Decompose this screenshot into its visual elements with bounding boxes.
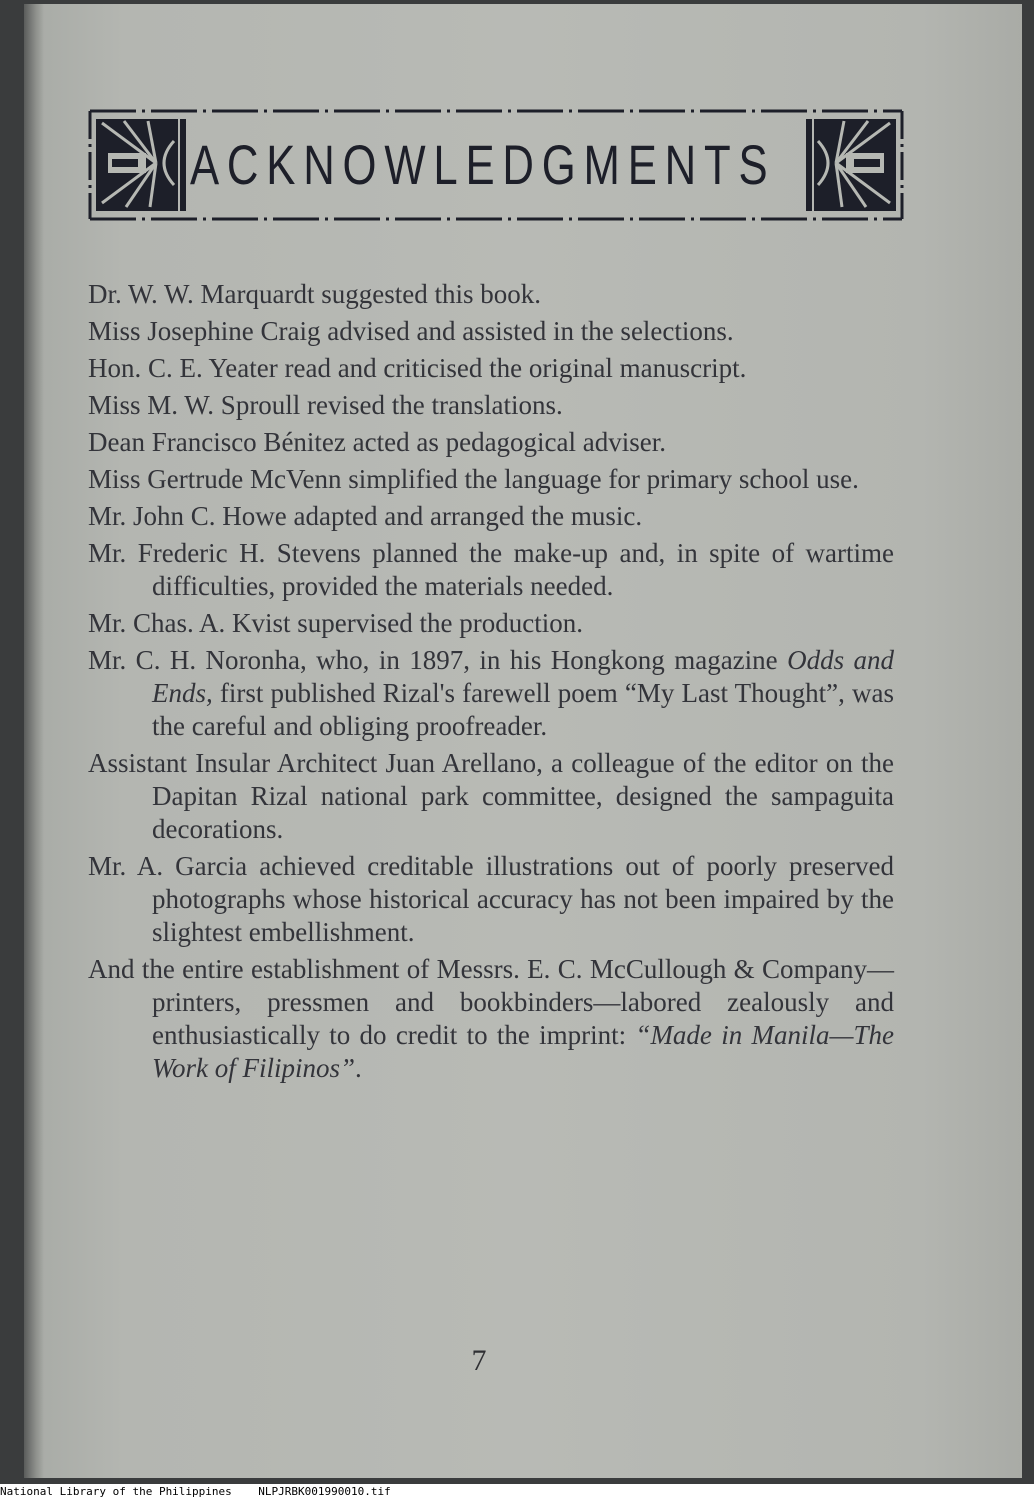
italic-title: Odds and Ends, bbox=[152, 645, 895, 708]
acknowledgment-item: Mr. A. Garcia achieved creditable illustrations out of poorly preserved photographs whose historical accuracy has not been impaired by the slightest embellishment. bbox=[88, 851, 894, 947]
italic-title: “Made in Manila—The Work of Filipinos” bbox=[152, 1020, 894, 1083]
acknowledgment-item: Assistant Insular Architect Juan Arellano, a colleague of the editor on the Dapitan Rizal national park committee, designed the sampaguita decorations. bbox=[88, 748, 894, 844]
acknowledgment-item: Miss Gertrude McVenn simplified the language for primary school use. bbox=[88, 464, 859, 494]
acknowledgment-text: first published Rizal's farewell poem “My Last Thought”, was the careful and obliging proofreader. bbox=[152, 678, 894, 741]
acknowledgments-list bbox=[88, 278, 894, 1089]
acknowledgment-text: Mr. C. H. Noronha, who, in 1897, in his Hongkong magazine bbox=[88, 645, 788, 675]
acknowledgment-item: Mr. Chas. A. Kvist supervised the production. bbox=[88, 608, 583, 638]
acknowledgment-item: Hon. C. E. Yeater read and criticised the original manuscript. bbox=[88, 353, 747, 383]
page-title: ACKNOWLEDGMENTS bbox=[190, 133, 776, 196]
acknowledgment-item bbox=[88, 644, 894, 743]
acknowledgment-item: Mr. John C. Howe adapted and arranged the music. bbox=[88, 501, 643, 531]
acknowledgment-item: Mr. Frederic H. Stevens planned the make-up and, in spite of wartime difficulties, provided the materials needed. bbox=[88, 538, 894, 601]
right-sunburst-ornament bbox=[806, 119, 896, 211]
acknowledgment-item: Dean Francisco Bénitez acted as pedagogical adviser. bbox=[88, 427, 667, 457]
library-name: National Library of the Philippines bbox=[0, 1485, 232, 1498]
acknowledgment-item: Miss M. W. Sproull revised the translations. bbox=[88, 390, 563, 420]
heading-banner bbox=[88, 107, 904, 223]
scan-footer bbox=[0, 1484, 1034, 1500]
page-number: 7 bbox=[471, 1344, 487, 1377]
page-gutter bbox=[24, 4, 44, 1478]
acknowledgment-text: And the entire establishment of Messrs. E. C. McCullough & Company—printers, pressmen and bookbinders—labored zealously and enthusiastically to do credit to the imprint: bbox=[88, 954, 894, 1050]
left-sunburst-ornament bbox=[96, 119, 186, 211]
scan-filename: NLPJRBK001990010.tif bbox=[258, 1485, 391, 1498]
book-page bbox=[24, 4, 1022, 1478]
acknowledgment-item: Dr. W. W. Marquardt suggested this book. bbox=[88, 279, 541, 309]
acknowledgment-item bbox=[88, 953, 894, 1085]
acknowledgment-text: . bbox=[355, 1053, 362, 1083]
acknowledgment-item: Miss Josephine Craig advised and assisted in the selections. bbox=[88, 316, 734, 346]
